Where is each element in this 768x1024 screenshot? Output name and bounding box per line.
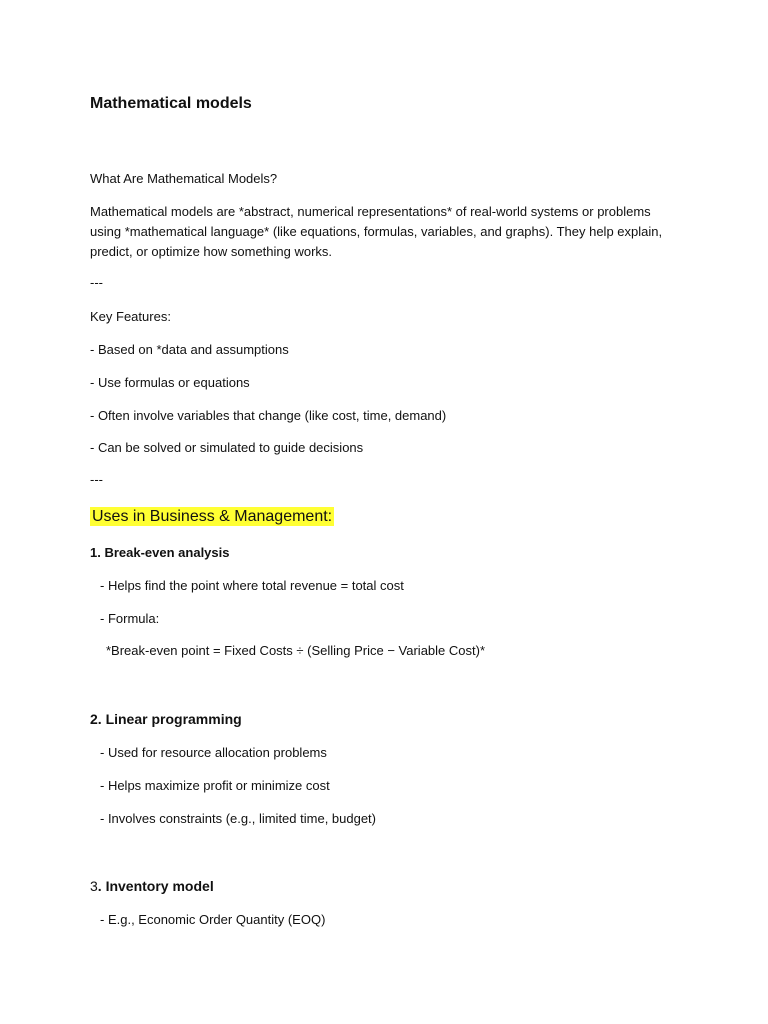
uses-heading [90, 507, 334, 527]
key-feature-item: - Can be solved or simulated to guide decisions [90, 440, 364, 455]
section-item: - Involves constraints (e.g., limited time, budget) [100, 811, 377, 826]
section-item: - Helps maximize profit or minimize cost [100, 778, 330, 793]
section-item: - Formula: [100, 611, 160, 626]
page-title: Mathematical models [90, 95, 252, 112]
key-features-heading: Key Features: [90, 309, 171, 324]
intro-paragraph: Mathematical models are *abstract, numerical representations* of real-world systems or problems using *mathematical language* (like equations, formulas, variables, and graphs). They help explain, predict, or optimize how something works. [90, 204, 663, 259]
section-heading-break-even: 1. Break-even analysis [90, 545, 230, 560]
section-item: - Used for resource allocation problems [100, 745, 327, 760]
section-heading-inventory-model [90, 876, 214, 896]
question-line: What Are Mathematical Models? [90, 171, 278, 186]
key-feature-item: - Often involve variables that change (like cost, time, demand) [90, 408, 447, 423]
section-number: 3 [90, 878, 98, 894]
uses-heading-highlight: Uses in Business & Management: [92, 508, 333, 525]
key-feature-item: - Use formulas or equations [90, 375, 250, 390]
section-item: - E.g., Economic Order Quantity (EOQ) [100, 912, 326, 927]
section-item: - Helps find the point where total revenue = total cost [100, 578, 404, 593]
section-heading-text: . Inventory model [97, 878, 214, 894]
key-feature-item: - Based on *data and assumptions [90, 342, 289, 357]
section-heading-linear-programming: 2. Linear programming [90, 711, 242, 727]
separator-1: --- [90, 275, 103, 290]
formula-line: *Break-even point = Fixed Costs ÷ (Selling Price − Variable Cost)* [106, 643, 486, 658]
separator-2: --- [90, 472, 103, 487]
